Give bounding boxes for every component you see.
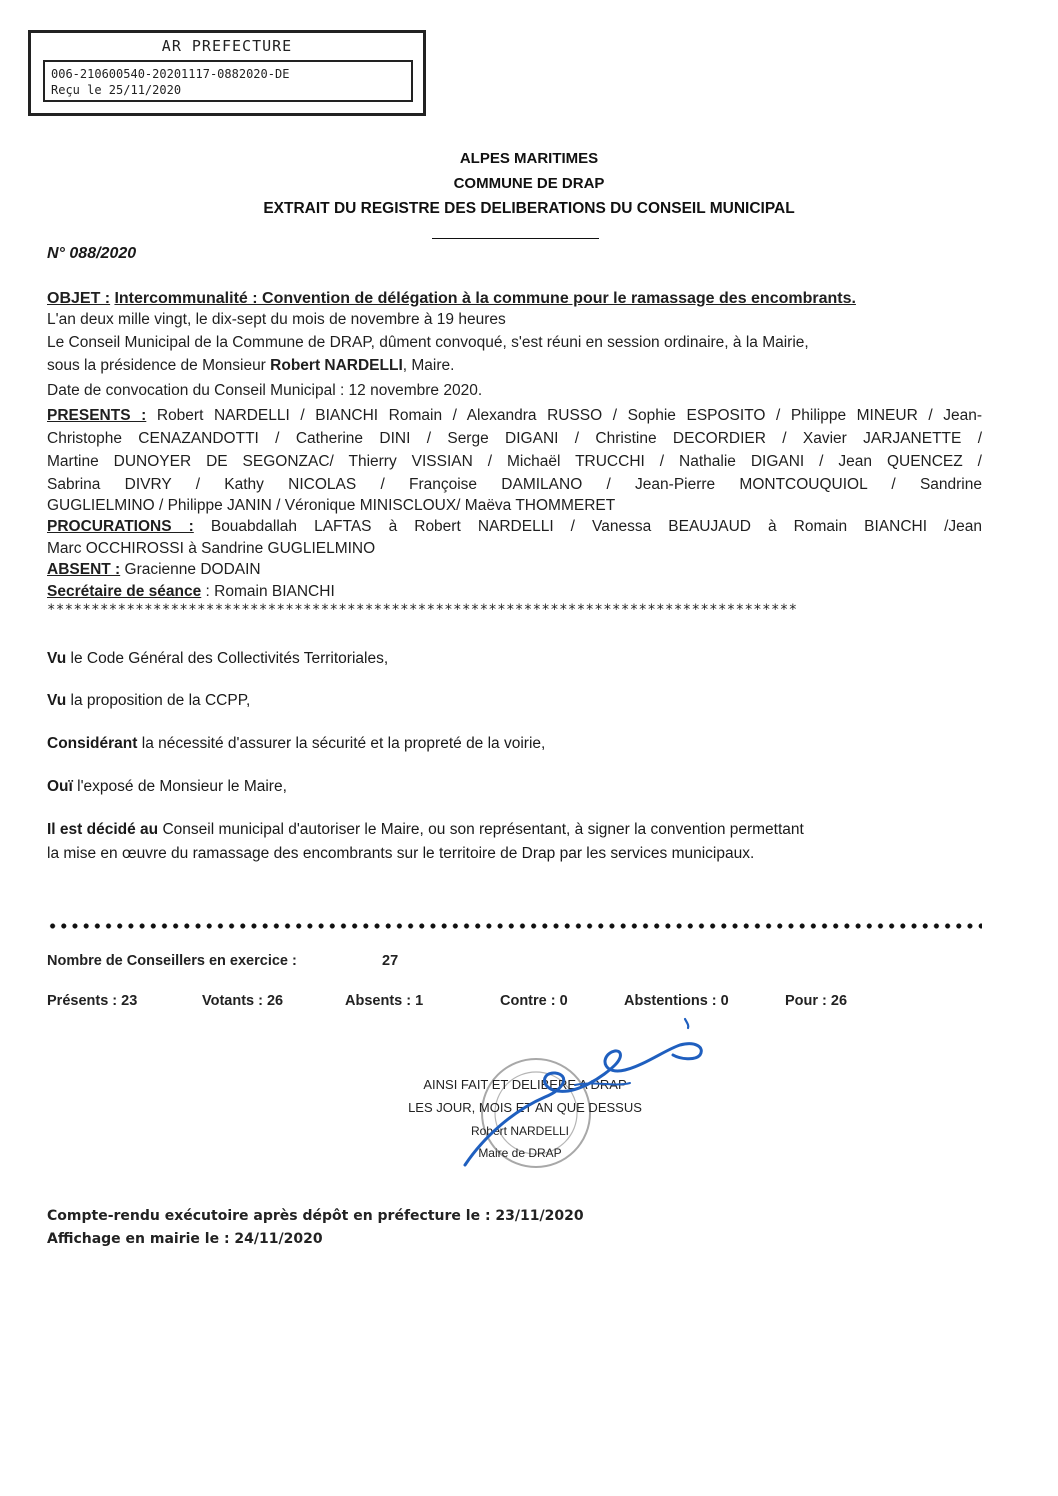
presents-line-5: GUGLIELMINO / Philippe JANIN / Véronique MINISCLOUX/ Maëva THOMMERET	[47, 497, 616, 514]
header-department: ALPES MARITIMES	[459, 150, 599, 167]
procurations-label: PROCURATIONS :	[47, 518, 194, 535]
secretaire-label: Secrétaire de séance	[47, 583, 202, 600]
stat-pour: Pour : 26	[785, 993, 848, 1009]
signature-mayor-name: Robert NARDELLI	[470, 1124, 570, 1138]
presents-line-3: Martine DUNOYER DE SEGONZAC/ Thierry VISSIAN / Michaël TRUCCHI / Nathalie DIGANI / Jean QUENCEZ /	[47, 453, 982, 470]
separator-stars: *************************************************************************************	[47, 602, 798, 618]
procurations-line-1: PROCURATIONS : Bouabdallah LAFTAS à Robert NARDELLI / Vanessa BEAUJAUD à Romain BIANCHI /Jean	[47, 518, 982, 535]
handwritten-signature-icon	[455, 1015, 725, 1175]
absent-label: ABSENT :	[47, 561, 121, 578]
decision-line-2: la mise en œuvre du ramassage des encombrants sur le territoire de Drap par les services municipaux.	[47, 845, 755, 862]
presents-line-2: Christophe CENAZANDOTTI / Catherine DINI / Serge DIGANI / Christine DECORDIER / Xavier JARJANETTE /	[47, 430, 982, 447]
signature-mayor-title: Maire de DRAP	[478, 1146, 562, 1160]
header-divider	[432, 238, 599, 239]
objet-line	[47, 288, 982, 310]
stat-absents: Absents : 1	[345, 993, 424, 1009]
considerant-code: Vu le Code Général des Collectivités Territoriales,	[47, 650, 389, 667]
stat-votants: Votants : 26	[202, 993, 284, 1009]
header-commune: COMMUNE DE DRAP	[453, 175, 605, 192]
decision-line-1: Il est décidé au Conseil municipal d'autoriser le Maire, ou son représentant, à signer la convention permettant	[47, 821, 804, 838]
stat-presents: Présents : 23	[47, 993, 138, 1009]
absent-line: ABSENT : Gracienne DODAIN	[47, 561, 261, 578]
stamp-title: AR PREFECTURE	[161, 37, 293, 55]
conseillers-exercice-label: Nombre de Conseillers en exercice :	[47, 953, 297, 969]
conseillers-exercice-value: 27	[382, 953, 399, 969]
considerant-securite: Considérant la nécessité d'assurer la sécurité et la propreté de la voirie,	[47, 735, 546, 752]
intro-presidence: sous la présidence de Monsieur Robert NARDELLI, Maire.	[47, 357, 455, 374]
header-registre: EXTRAIT DU REGISTRE DES DELIBERATIONS DU CONSEIL MUNICIPAL	[263, 200, 795, 217]
procurations-line-2: Marc OCCHIROSSI à Sandrine GUGLIELMINO	[47, 540, 376, 557]
signature-ainsi-fait: AINSI FAIT ET DELIBERE A DRAP	[423, 1077, 627, 1092]
presents-line-1: PRESENTS : Robert NARDELLI / BIANCHI Romain / Alexandra RUSSO / Sophie ESPOSITO / Philippe MINEUR / Jean-	[47, 407, 983, 424]
stamp-details	[43, 60, 413, 102]
considerant-ccpp: Vu la proposition de la CCPP,	[47, 692, 251, 709]
stamp-received-date: Reçu le 25/11/2020	[51, 83, 182, 97]
separator-dots	[47, 922, 982, 930]
ar-prefecture-stamp	[28, 30, 426, 116]
signature-jour-mois: LES JOUR, MOIS ET AN QUE DESSUS	[408, 1100, 642, 1115]
intro-session: Le Conseil Municipal de la Commune de DRAP, dûment convoqué, s'est réuni en session ordinaire, à la Mairie,	[47, 334, 809, 351]
deliberation-number: N° 088/2020	[47, 245, 137, 262]
objet-text: Intercommunalité : Convention de délégation à la commune pour le ramassage des encombrants.	[114, 290, 856, 307]
presents-line-4: Sabrina DIVRY / Kathy NICOLAS / Françoise DAMILANO / Jean-Pierre MONTCOUQUIOL / Sandrine	[47, 476, 982, 493]
president-name: Robert NARDELLI	[270, 357, 403, 374]
stamp-reference: 006-210600540-20201117-0882020-DE	[51, 67, 290, 81]
stat-abstentions: Abstentions : 0	[624, 993, 729, 1009]
convocation-date: Date de convocation du Conseil Municipal : 12 novembre 2020.	[47, 382, 483, 399]
presents-label: PRESENTS :	[47, 407, 147, 424]
footer-affichage: Affichage en mairie le : 24/11/2020	[47, 1231, 323, 1247]
objet-label: OBJET :	[47, 290, 111, 307]
stat-contre: Contre : 0	[500, 993, 568, 1009]
secretaire-line: Secrétaire de séance : Romain BIANCHI	[47, 583, 335, 600]
considerant-expose: Ouï l'exposé de Monsieur le Maire,	[47, 778, 287, 795]
intro-date: L'an deux mille vingt, le dix-sept du mois de novembre à 19 heures	[47, 311, 506, 328]
decision-label: Il est décidé au	[47, 821, 159, 838]
footer-compte-rendu: Compte-rendu exécutoire après dépôt en préfecture le : 23/11/2020	[47, 1208, 584, 1224]
